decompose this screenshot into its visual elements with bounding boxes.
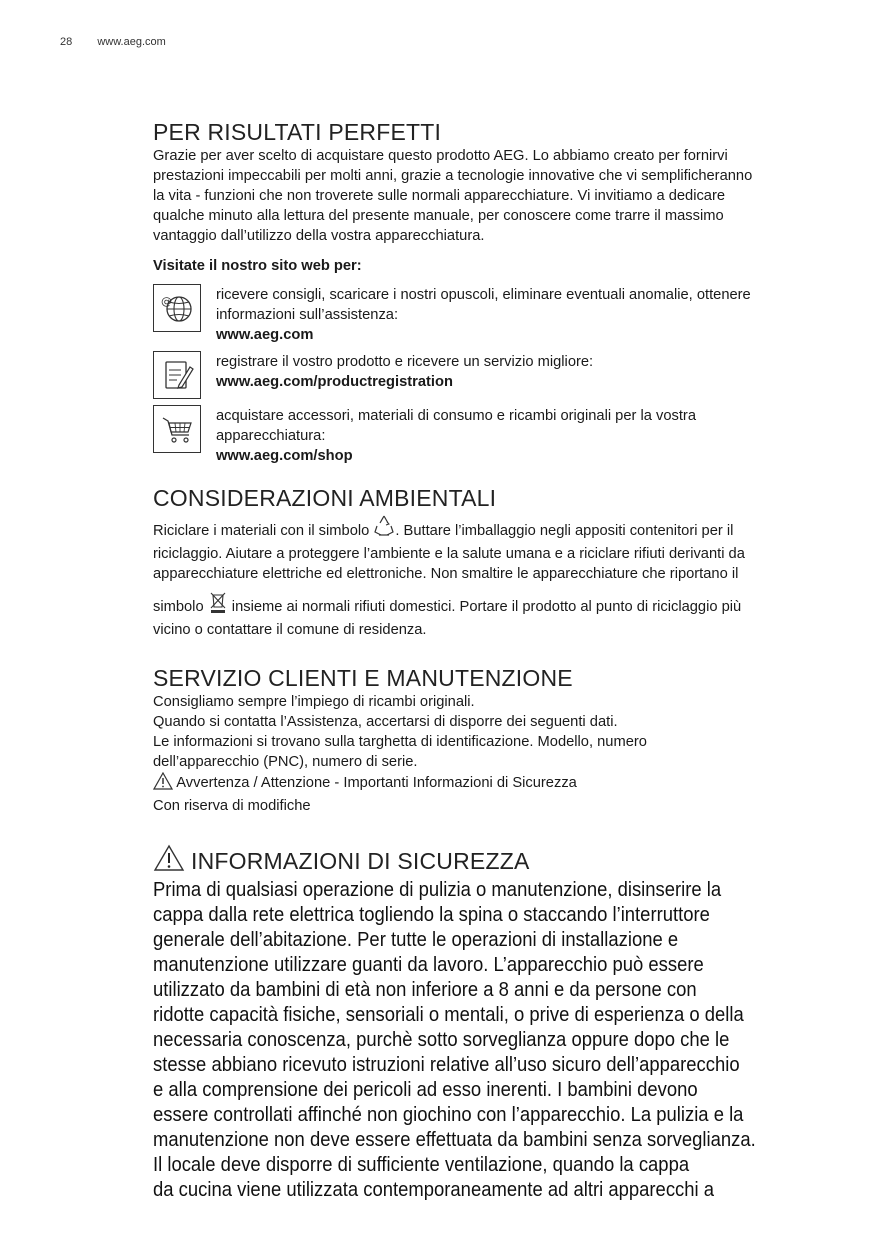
shopping-cart-icon	[153, 405, 201, 453]
section-title: CONSIDERAZIONI AMBIENTALI	[153, 485, 497, 511]
page-number: 28	[60, 36, 73, 48]
safety-line: da cucina viene utilizzata contemporaneamente ad altri apparecchi a	[153, 1178, 715, 1201]
visit-item-text: acquistare accessori, materiali di consumo e ricambi originali per la vostra	[216, 408, 696, 424]
service-text: Consigliamo sempre l’impiego di ricambi originali.	[153, 694, 475, 710]
service-text: dell’apparecchio (PNC), numero di serie.	[153, 754, 418, 770]
website-link[interactable]: www.aeg.com	[216, 327, 314, 343]
visit-item-text: apparecchiatura:	[216, 428, 326, 444]
visit-item-text: ricevere consigli, scaricare i nostri opuscoli, eliminare eventuali anomalie, ottenere	[216, 287, 751, 303]
svg-text:@: @	[161, 295, 172, 308]
visit-item-registration	[153, 351, 843, 399]
visit-heading: Visitate il nostro sito web per:	[153, 258, 362, 274]
safety-body	[153, 877, 846, 1202]
safety-line: cappa dalla rete elettrica togliendo la spina o staccando l’interruttore	[153, 903, 710, 926]
intro-line: prestazioni impeccabili per molti anni, grazie a tecnologie innovative che vi semplificheranno	[153, 168, 753, 184]
intro-line: vantaggio dall’utilizzo della vostra apparecchiatura.	[153, 228, 485, 244]
env-text: Riciclare i materiali con il simbolo	[153, 523, 370, 539]
service-text: Quando si contatta l’Assistenza, accertarsi di disporre dei seguenti dati.	[153, 714, 618, 730]
safety-line: Prima di qualsiasi operazione di pulizia o manutenzione, disinserire la	[153, 878, 722, 901]
product-registration-link[interactable]: www.aeg.com/productregistration	[216, 374, 453, 390]
warning-text: Avvertenza / Attenzione - Importanti Informazioni di Sicurezza	[173, 775, 577, 791]
env-text: apparecchiature elettriche ed elettroniche. Non smaltire le apparecchiature che riportano il	[153, 566, 739, 582]
safety-line: necessaria conoscenza, purchè sotto sorveglianza oppure dopo che le	[153, 1028, 730, 1051]
section-environment	[153, 484, 843, 640]
page-header	[60, 36, 188, 48]
section-title: INFORMAZIONI DI SICUREZZA	[191, 847, 530, 874]
safety-line: utilizzato da bambini di età non inferiore a 8 anni e da persone con	[153, 978, 697, 1001]
warning-icon	[153, 844, 185, 877]
env-text: . Buttare l’imballaggio negli appositi contenitori per il	[395, 523, 734, 539]
weee-bin-icon	[208, 590, 228, 620]
shop-link[interactable]: www.aeg.com/shop	[216, 448, 353, 464]
page-content	[153, 118, 843, 1202]
env-text: riciclaggio. Aiutare a proteggere l’ambiente e la salute umana e a riciclare rifiuti derivanti da	[153, 546, 745, 562]
section-perfect-results	[153, 118, 843, 466]
safety-line: e alla comprensione dei pericoli ad esso inerenti. I bambini devono	[153, 1078, 698, 1101]
intro-line: Grazie per aver scelto di acquistare questo prodotto AEG. Lo abbiamo creato per fornirvi	[153, 148, 728, 164]
globe-icon	[153, 284, 201, 332]
section-title: PER RISULTATI PERFETTI	[153, 119, 442, 145]
safety-line: Il locale deve disporre di sufficiente ventilazione, quando la cappa	[153, 1153, 690, 1176]
visit-item-text: registrare il vostro prodotto e ricevere un servizio migliore:	[216, 354, 594, 370]
visit-item-shop	[153, 405, 843, 466]
intro-line: la vita - funzioni che non troverete sulle normali apparecchiature. Vi invitiamo a dedicare	[153, 188, 726, 204]
visit-item-text: informazioni sull’assistenza:	[216, 307, 399, 323]
section-customer-service	[153, 664, 843, 816]
visit-item-support	[153, 284, 843, 345]
env-text: vicino o contattare il comune di residenza.	[153, 622, 427, 638]
safety-line: manutenzione utilizzare guanti da lavoro. L’apparecchio può essere	[153, 953, 704, 976]
recycle-icon	[373, 514, 395, 544]
safety-line: generale dell’abitazione. Per tutte le operazioni di installazione e	[153, 928, 679, 951]
safety-line: stesse abbiano ricevuto istruzioni relative all’uso sicuro dell’apparecchio	[153, 1053, 740, 1076]
safety-line: essere controllati affinché non giochino con l’apparecchio. La pulizia e la	[153, 1103, 744, 1126]
service-text: Con riserva di modifiche	[153, 798, 311, 814]
env-text: simbolo	[153, 599, 204, 615]
section-safety	[153, 844, 843, 1202]
safety-line: manutenzione non deve essere effettuata da bambini senza sorveglianza.	[153, 1128, 756, 1151]
warning-icon	[153, 772, 173, 796]
env-text: insieme ai normali rifiuti domestici. Portare il prodotto al punto di riciclaggio più	[227, 599, 742, 615]
service-text: Le informazioni si trovano sulla targhetta di identificazione. Modello, numero	[153, 734, 647, 750]
section-title: SERVIZIO CLIENTI E MANUTENZIONE	[153, 665, 573, 691]
intro-line: qualche minuto alla lettura del presente manuale, per conoscere come trarre il massimo	[153, 208, 724, 224]
safety-line: ridotte capacità fisiche, sensoriali o mentali, o prive di esperienza o della	[153, 1003, 744, 1026]
header-website: www.aeg.com	[97, 36, 166, 48]
registration-icon	[153, 351, 201, 399]
